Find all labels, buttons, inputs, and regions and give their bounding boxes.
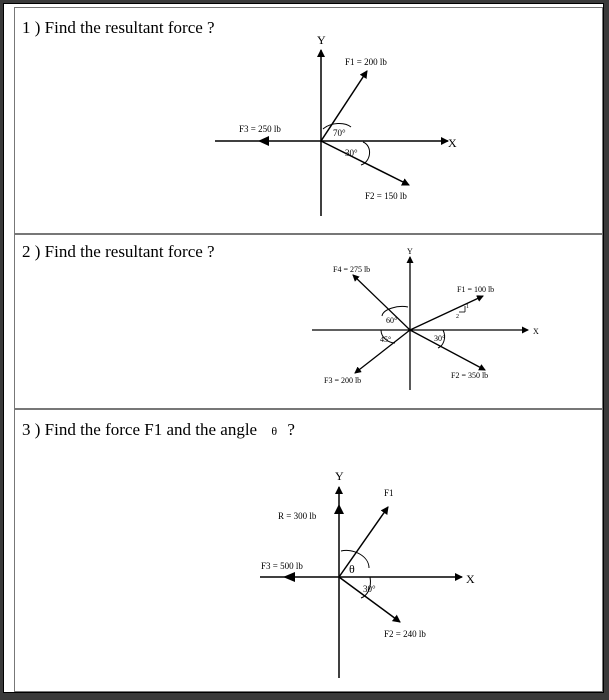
- worksheet: [3, 3, 604, 693]
- problem-3-diagram: [15, 410, 602, 691]
- p3-f3-arrowhead: [283, 572, 295, 582]
- p2-angle-b-label: 45°: [380, 335, 392, 344]
- p2-f3-label: F3 = 200 lb: [324, 376, 362, 385]
- p2-angle-c-label: 30°: [434, 334, 446, 343]
- p2-slope-run-label: 2: [456, 314, 459, 320]
- p2-f2-vector: [410, 330, 485, 370]
- problem-2-question: 2 ) Find the resultant force ?: [22, 242, 215, 261]
- problem-3-question-end: ?: [287, 420, 295, 439]
- problem-3-question-text: 3 ) Find the force F1 and the angle: [22, 420, 258, 439]
- p3-y-label: Y: [335, 469, 344, 483]
- p1-y-label: Y: [317, 33, 326, 47]
- p2-angle-arc-a: [382, 306, 408, 316]
- problem-3-panel: [14, 409, 603, 692]
- problem-1-question: 1 ) Find the resultant force ?: [22, 18, 215, 37]
- p3-angle-theta-label: θ: [349, 562, 355, 576]
- problem-2-diagram: [15, 235, 602, 408]
- p1-f3-label: F3 = 250 lb: [239, 124, 281, 134]
- p3-angle-b-label: 30°: [363, 584, 376, 594]
- p2-f1-label: F1 = 100 lb: [457, 285, 495, 294]
- p3-f1-vector: [339, 507, 388, 577]
- p1-angle-b-label: 30°: [345, 148, 358, 158]
- p1-f2-label: F2 = 150 lb: [365, 191, 407, 201]
- problem-1-diagram: [15, 8, 602, 233]
- p2-y-label: Y: [407, 247, 413, 256]
- p3-f1-label: F1: [384, 488, 394, 498]
- problem-1-panel: [14, 7, 603, 234]
- p2-f1-vector: [410, 296, 483, 330]
- p1-angle-a-label: 70°: [333, 128, 346, 138]
- p2-f4-vector: [353, 275, 410, 330]
- p1-f1-label: F1 = 200 lb: [345, 57, 387, 67]
- p1-f3-arrowhead: [258, 136, 269, 146]
- p2-f2-label: F2 = 350 lb: [451, 371, 489, 380]
- p2-x-label: X: [533, 327, 539, 336]
- p3-x-label: X: [466, 572, 475, 586]
- p3-f3-label: F3 = 500 lb: [261, 561, 303, 571]
- p3-resultant-arrowhead: [334, 504, 344, 514]
- problem-2-panel: [14, 234, 603, 409]
- p2-slope-rise-label: 1: [466, 304, 469, 310]
- p1-x-label: X: [448, 136, 457, 150]
- p3-resultant-label: R = 300 lb: [278, 511, 317, 521]
- theta-symbol: θ: [271, 424, 278, 438]
- p2-angle-a-label: 60°: [386, 316, 398, 325]
- p3-f2-label: F2 = 240 lb: [384, 629, 426, 639]
- p2-f4-label: F4 = 275 lb: [333, 265, 371, 274]
